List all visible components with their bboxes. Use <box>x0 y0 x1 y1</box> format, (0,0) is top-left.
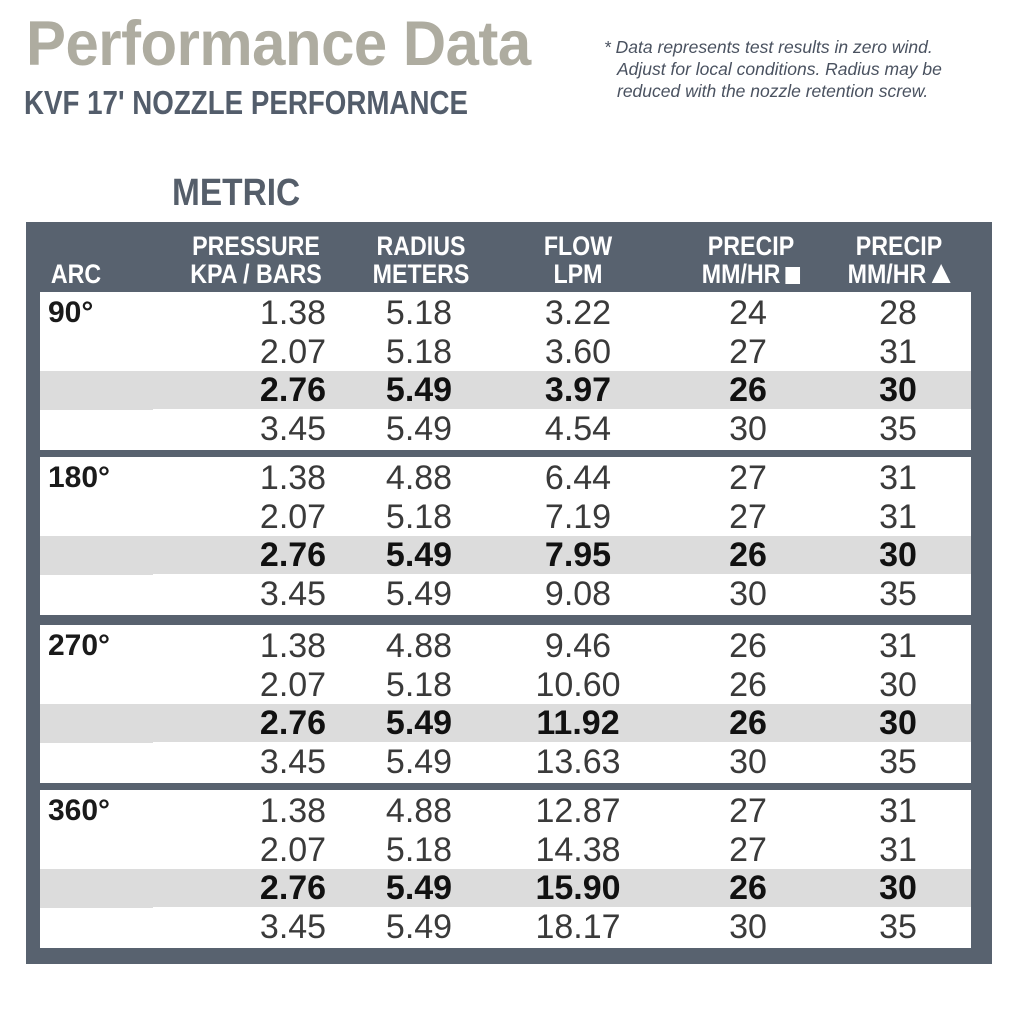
radius-cell: 5.49 <box>385 704 453 742</box>
precip-square-cell: 30 <box>729 907 767 946</box>
triangle-icon <box>931 264 950 283</box>
precip-triangle-cell: 30 <box>879 704 917 742</box>
table-row <box>153 575 971 613</box>
header-pressure-line1: PRESSURE <box>192 231 320 261</box>
precip-triangle-cell: 30 <box>879 869 917 907</box>
header-radius-line1: RADIUS <box>376 231 466 261</box>
header-flow-line2: LPM <box>553 259 603 289</box>
radius-cell: 5.18 <box>385 332 453 371</box>
radius-cell: 5.49 <box>385 371 453 409</box>
flow-cell: 10.60 <box>535 665 621 704</box>
square-icon <box>786 267 801 284</box>
header-pressure-line2: KPA / BARS <box>190 259 322 289</box>
arc-cell <box>40 292 160 450</box>
pressure-cell: 3.45 <box>259 409 327 448</box>
radius-cell: 5.49 <box>385 409 453 448</box>
flow-cell: 9.46 <box>544 627 612 665</box>
header-radius-line2: METERS <box>372 259 470 289</box>
flow-cell: 9.08 <box>544 574 612 613</box>
radius-cell: 5.18 <box>385 830 453 869</box>
precip-triangle-cell: 35 <box>879 907 917 946</box>
header-precip-square-line2: MM/HR <box>701 259 781 289</box>
pressure-cell: 2.76 <box>259 704 327 742</box>
footnote <box>604 36 1019 102</box>
header-precip-triangle-line1: PRECIP <box>855 231 943 261</box>
header-precip-square <box>687 232 816 288</box>
arc-cell <box>40 790 160 948</box>
footnote-line: * Data represents test results in zero wind. <box>604 37 933 57</box>
header-flow-line1: FLOW <box>543 231 613 261</box>
table-row <box>153 371 971 409</box>
data-group <box>153 292 971 450</box>
header-radius <box>369 232 472 288</box>
arc-cell <box>40 625 160 783</box>
radius-cell: 4.88 <box>385 459 453 497</box>
pressure-cell: 1.38 <box>259 294 327 332</box>
precip-square-cell: 27 <box>729 830 767 869</box>
precip-square-cell: 30 <box>729 742 767 781</box>
row-band <box>40 869 160 908</box>
precip-square-cell: 30 <box>729 409 767 448</box>
precip-square-cell: 26 <box>729 704 767 742</box>
table-row <box>153 627 971 665</box>
precip-square-cell: 26 <box>729 869 767 907</box>
precip-square-cell: 24 <box>729 294 767 332</box>
arc-cell <box>40 457 160 615</box>
radius-cell: 5.18 <box>385 665 453 704</box>
precip-triangle-cell: 30 <box>879 665 917 704</box>
precip-square-cell: 27 <box>729 459 767 497</box>
flow-cell: 7.19 <box>544 497 612 536</box>
flow-cell: 7.95 <box>544 536 612 574</box>
precip-square-cell: 26 <box>729 536 767 574</box>
radius-cell: 5.18 <box>385 497 453 536</box>
table-row <box>153 498 971 536</box>
data-group <box>153 457 971 615</box>
pressure-cell: 1.38 <box>259 627 327 665</box>
table-row <box>153 704 971 742</box>
table-row <box>153 743 971 781</box>
footnote-line: reduced with the nozzle retention screw. <box>617 81 929 101</box>
row-band <box>40 371 160 410</box>
header-precip-triangle <box>835 232 964 288</box>
pressure-cell: 2.76 <box>259 869 327 907</box>
precip-square-cell: 27 <box>729 792 767 830</box>
pressure-cell: 2.07 <box>259 497 327 536</box>
table-row <box>153 294 971 332</box>
precip-triangle-cell: 30 <box>879 536 917 574</box>
performance-table <box>26 222 992 964</box>
precip-triangle-cell: 31 <box>879 792 917 830</box>
flow-cell: 18.17 <box>535 907 621 946</box>
flow-cell: 3.97 <box>544 371 612 409</box>
pressure-cell: 2.07 <box>259 830 327 869</box>
data-group <box>153 790 971 948</box>
arc-label: 360° <box>48 794 111 827</box>
flow-cell: 13.63 <box>535 742 621 781</box>
precip-square-cell: 30 <box>729 574 767 613</box>
pressure-cell: 2.76 <box>259 536 327 574</box>
table-row <box>153 792 971 830</box>
table-row <box>153 333 971 371</box>
footnote-line: Adjust for local conditions. Radius may be <box>617 59 942 79</box>
header-pressure <box>187 232 325 288</box>
table-row <box>153 410 971 448</box>
table-row <box>153 666 971 704</box>
precip-triangle-cell: 31 <box>879 497 917 536</box>
table-row <box>153 908 971 946</box>
precip-triangle-cell: 35 <box>879 409 917 448</box>
precip-triangle-cell: 31 <box>879 627 917 665</box>
header-precip-square-line1: PRECIP <box>707 231 795 261</box>
header-flow <box>526 232 629 288</box>
precip-triangle-cell: 30 <box>879 371 917 409</box>
arc-label: 90° <box>48 296 94 329</box>
header-precip-triangle-line2: MM/HR <box>847 259 927 289</box>
precip-square-cell: 26 <box>729 371 767 409</box>
flow-cell: 6.44 <box>544 459 612 497</box>
radius-cell: 5.49 <box>385 742 453 781</box>
flow-cell: 15.90 <box>535 869 621 907</box>
pressure-cell: 2.07 <box>259 665 327 704</box>
pressure-cell: 3.45 <box>259 742 327 781</box>
radius-cell: 5.49 <box>385 536 453 574</box>
flow-cell: 3.60 <box>544 332 612 371</box>
precip-triangle-cell: 35 <box>879 574 917 613</box>
pressure-cell: 2.07 <box>259 332 327 371</box>
precip-square-cell: 27 <box>729 332 767 371</box>
flow-cell: 3.22 <box>544 294 612 332</box>
pressure-cell: 3.45 <box>259 907 327 946</box>
table-row <box>153 459 971 497</box>
radius-cell: 4.88 <box>385 792 453 830</box>
pressure-cell: 2.76 <box>259 371 327 409</box>
row-band <box>40 704 160 743</box>
table-row <box>153 831 971 869</box>
data-group <box>153 625 971 783</box>
pressure-cell: 1.38 <box>259 459 327 497</box>
arc-label: 180° <box>48 461 111 494</box>
radius-cell: 5.18 <box>385 294 453 332</box>
arc-label: 270° <box>48 629 111 662</box>
flow-cell: 11.92 <box>536 704 620 742</box>
flow-cell: 14.38 <box>535 830 621 869</box>
page-title: Performance Data <box>26 9 531 79</box>
radius-cell: 5.49 <box>385 907 453 946</box>
radius-cell: 5.49 <box>385 574 453 613</box>
precip-triangle-cell: 28 <box>879 294 917 332</box>
precip-triangle-cell: 31 <box>879 830 917 869</box>
flow-cell: 12.87 <box>535 792 621 830</box>
pressure-cell: 1.38 <box>259 792 327 830</box>
radius-cell: 4.88 <box>385 627 453 665</box>
precip-square-cell: 27 <box>729 497 767 536</box>
row-band <box>40 536 160 575</box>
flow-cell: 4.54 <box>544 409 612 448</box>
precip-triangle-cell: 31 <box>879 459 917 497</box>
table-row <box>153 536 971 574</box>
precip-square-cell: 26 <box>729 665 767 704</box>
section-heading: METRIC <box>172 172 301 214</box>
radius-cell: 5.49 <box>385 869 453 907</box>
precip-triangle-cell: 31 <box>879 332 917 371</box>
table-row <box>153 869 971 907</box>
header-arc: ARC <box>50 259 102 289</box>
precip-triangle-cell: 35 <box>879 742 917 781</box>
page-subtitle: KVF 17' NOZZLE PERFORMANCE <box>24 84 468 121</box>
precip-square-cell: 26 <box>729 627 767 665</box>
pressure-cell: 3.45 <box>259 574 327 613</box>
